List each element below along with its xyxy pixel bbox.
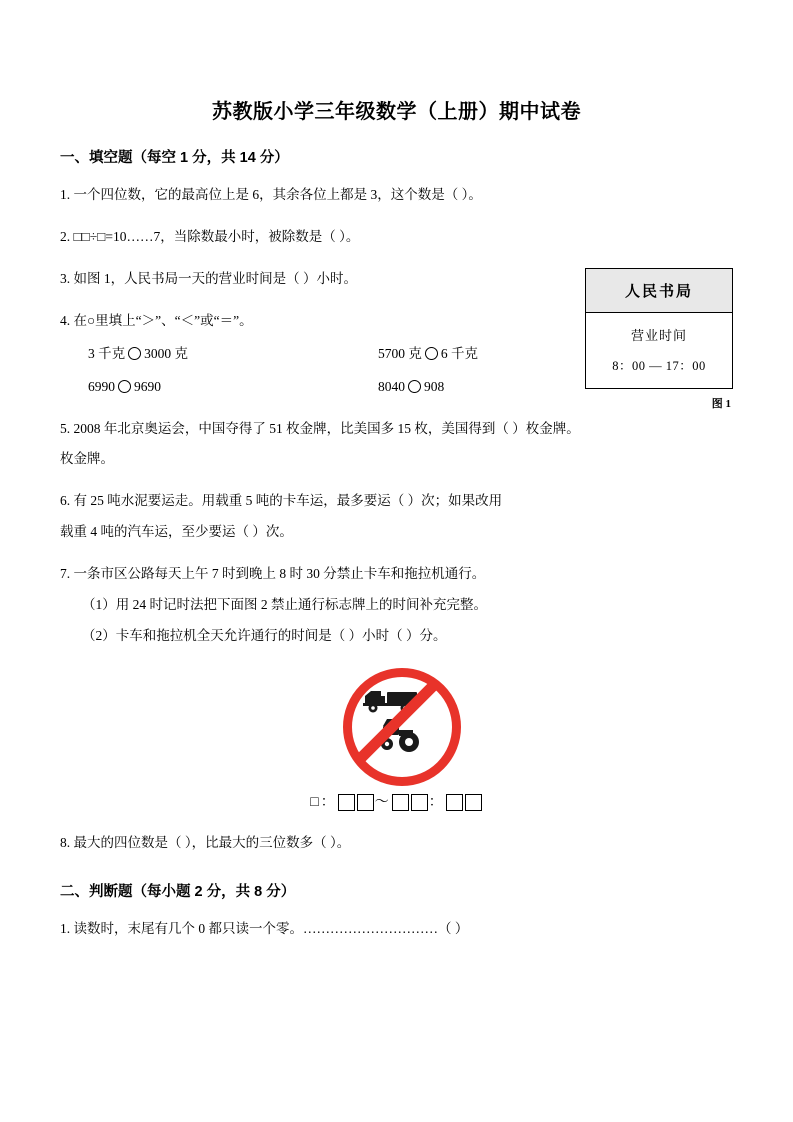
compare-pair-3 [60,377,378,398]
compare-left-2a: 6990 [88,378,115,394]
compare-left-2b: 9690 [134,378,161,394]
question-7-sub-1: （1）用 24 时记时法把下面图 2 禁止通行标志牌上的时间补充完整。 [82,597,487,613]
question-2: 2. □□÷□=10……7，当除数最小时，被除数是（ ）。 [60,228,360,244]
compare-pair-1 [60,344,378,365]
blank-box[interactable] [338,794,355,811]
circle-blank-icon[interactable] [408,380,421,393]
circle-blank-icon[interactable] [118,380,131,393]
question-4-text: 4. 在○里填上“＞”、“＜”或“＝”。 [60,312,253,328]
question-7-sub-2: （2）卡车和拖拉机全天允许通行的时间是（ ）小时（ ）分。 [82,628,447,644]
blank-box[interactable] [357,794,374,811]
bookstore-name: 人民书局 [585,268,733,313]
compare-left-1b: 3000 克 [144,345,188,361]
sign-tilde: ～ [374,794,391,810]
bookstore-figure [585,268,733,411]
compare-right-2b: 908 [424,378,445,394]
blank-box[interactable] [465,794,482,811]
no-trucks-sign-figure [60,668,733,781]
question-1: 1. 一个四位数，它的最高位上是 6，其余各位上都是 3，这个数是（ ）。 [60,187,482,202]
question-6-text: 6. 有 25 吨水泥要运走。用载重 5 吨的卡车运，最多要运（ ）次；如果改用 [60,493,503,509]
sign-colon: ： [428,794,445,810]
question-3: 3. 如图 1，人民书局一天的营业时间是（ ）小时。 [60,270,357,286]
compare-right-1a: 5700 克 [378,345,422,361]
bookstore-hours-value: 8：00 — 17：00 [612,359,706,373]
section2-question-1: 1. 读数时，末尾有几个 0 都只读一个零。…………………………（ ） [60,921,469,937]
question-6-line2: 载重 4 吨的汽车运，至少要运（ ）次。 [60,524,293,540]
section-heading-fill-in-blank: 一、填空题（每空 1 分，共 14 分） [60,150,289,166]
blank-box[interactable] [411,794,428,811]
section-heading-true-false: 二、判断题（每小题 2 分，共 8 分） [60,884,296,901]
prohibition-sign [343,668,451,776]
bookstore-hours-label: 营业时间 [630,328,687,343]
compare-left-1a: 3 千克 [88,345,126,361]
page-title: 苏教版小学三年级数学（上册）期中试卷 [212,101,581,123]
question-8: 8. 最大的四位数是（ ），比最大的三位数多（ ）。 [60,835,351,851]
question-6 [60,491,733,543]
bookstore-hours-box [585,313,733,389]
question-7 [60,564,733,647]
sign-time-blanks [60,791,733,811]
blank-box[interactable] [392,794,409,811]
circle-blank-icon[interactable] [425,347,438,360]
circle-blank-icon[interactable] [128,347,141,360]
question-5-text: 5. 2008 年北京奥运会，中国夺得了 51 枚金牌，比美国多 15 枚，美国得到（ ）枚金牌。 [60,420,580,436]
question-5 [60,419,733,471]
sign-prefix: □： [310,794,337,810]
figure-1-caption: 图 1 [711,398,731,410]
question-5-line2: 枚金牌。 [60,451,114,467]
compare-right-1b: 6 千克 [440,345,478,361]
blank-box[interactable] [446,794,463,811]
question-7-text: 7. 一条市区公路每天上午 7 时到晚上 8 时 30 分禁止卡车和拖拉机通行。 [60,566,486,582]
compare-right-2a: 8040 [378,378,405,394]
